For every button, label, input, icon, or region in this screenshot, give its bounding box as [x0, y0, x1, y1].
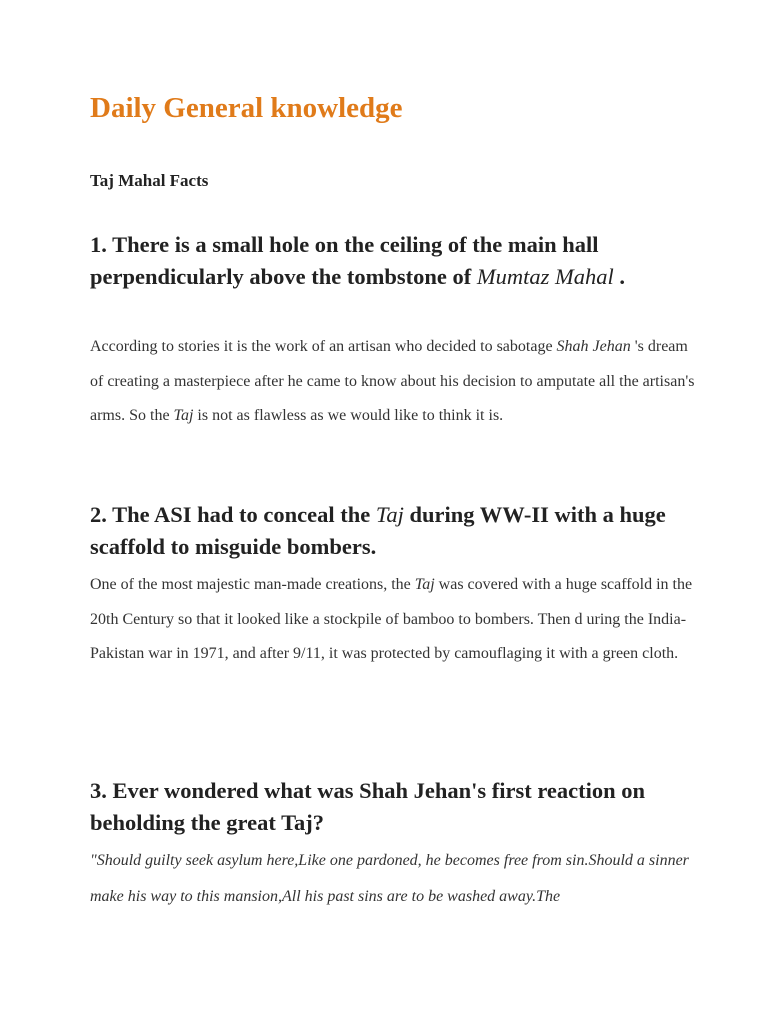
page-title: Daily General knowledge — [90, 92, 403, 124]
fact-1-heading-end: . — [613, 264, 625, 289]
fact-1-body-emphasis-1: Shah Jehan — [556, 338, 631, 355]
fact-2-heading-end: during WW-II with a huge scaffold to misguide bombers. — [90, 502, 666, 559]
fact-1-body-text-a: According to stories it is the work of an artisan who decided to sabotage — [90, 338, 557, 355]
fact-1-heading-emphasis: Mumtaz Mahal — [476, 264, 614, 289]
fact-3-heading: 3. Ever wondered what was Shah Jehan's first reaction on beholding the great Taj? — [90, 778, 646, 835]
fact-1-body-emphasis-2: Taj — [173, 407, 194, 424]
fact-2-heading-emphasis: Taj — [375, 502, 404, 527]
fact-1-heading-text: 1. There is a small hole on the ceiling of the main hall perpendicularly above the tombstone of — [90, 232, 599, 289]
fact-3-quote: "Should guilty seek asylum here,Like one pardoned, he becomes free from sin.Should a sinner make his way to this mansion,All his past sins are to be washed away.The — [90, 852, 689, 905]
fact-2-heading-text: 2. The ASI had to conceal the — [90, 502, 376, 527]
fact-2-heading — [90, 499, 710, 563]
fact-2-body — [90, 568, 700, 672]
fact-1-body-text-c: is not as flawless as we would like to think it is. — [193, 407, 504, 424]
fact-1-body-text-b: 's dream of creating a masterpiece after he came to know about his decision to amputate all the artisan's arms. So the — [90, 338, 695, 424]
fact-2-body-text-a: One of the most majestic man-made creations, the — [90, 576, 415, 593]
fact-1-heading — [90, 229, 710, 293]
fact-2-body-emphasis: Taj — [414, 576, 435, 593]
fact-1-body — [90, 330, 700, 434]
fact-2-body-text-b: was covered with a huge scaffold in the 20th Century so that it looked like a stockpile of bamboo to bombers. Then d uring the India- Pakistan war in 1971, and after 9/11, it was protected by camouflaging it with a green cloth. — [90, 576, 693, 662]
page-subtitle: Taj Mahal Facts — [90, 171, 209, 190]
